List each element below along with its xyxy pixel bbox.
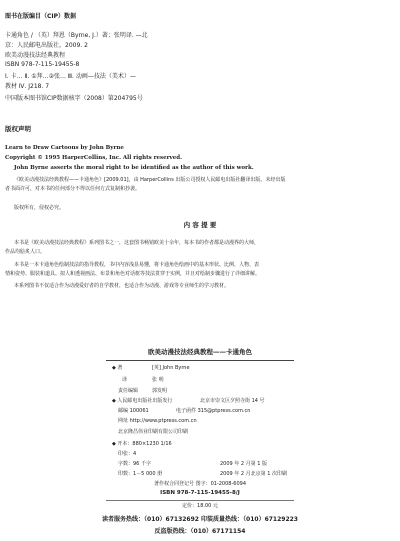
colophon-rule-bottom xyxy=(106,500,294,501)
print-run: 印数：1－5 000 册 xyxy=(118,471,163,477)
anti-piracy-hotline: 反盗版热线：（010）67171154 xyxy=(154,528,246,535)
cip-heading: 图书在版编目（CIP）数据 xyxy=(5,13,77,20)
price: 定价：18.00 元 xyxy=(182,503,218,509)
original-title: Learn to Draw Cartoons by John Byrne xyxy=(5,145,124,151)
summary-p2-line-1: 本书是一本卡通角色绘制技法的指导教程，书中内容浅显易懂，将卡通角色绘画中的基本形状、比例、人物、表 xyxy=(14,262,260,268)
impression: 2009 年 2 月北京第 1 次印刷 xyxy=(220,471,288,477)
summary-p1-line-2: 作品均脍炙人口。 xyxy=(5,249,46,255)
summary-heading: 内 容 提 要 xyxy=(183,221,217,229)
printed-sheets: 印张：4 xyxy=(118,451,137,457)
rights-reserved: 版权所有，侵权必究。 xyxy=(14,205,65,211)
license-text-line-1: 《欧美动漫技法经典教程——卡通角色》[2009.01]，由 HarperCollins 出版公司授权人民邮电出版社翻译出版。未经出版 xyxy=(14,177,286,183)
printer: 北京隆昌伟业印刷有限公司印刷 xyxy=(118,429,189,435)
cip-line-7: 中国版本图书馆CIP数据核字（2008）第204795号 xyxy=(5,95,143,102)
editor-label: 责任编辑 xyxy=(118,388,139,394)
email: 电子函件 315@ptpress.com.cn xyxy=(176,408,251,414)
summary-p2-line-2: 情和姿势、服装和道具、拟人和透视画法、布景和角色对话框等技法贯穿于实例，并且对绘制步骤进行了详细讲解。 xyxy=(5,271,261,277)
postcode: 邮编 100061 xyxy=(118,408,149,414)
edition: 2009 年 2 月第 1 版 xyxy=(220,461,268,467)
cip-line-6: 教材 Ⅳ. J218. 7 xyxy=(5,83,50,90)
moral-rights-line: John Byrne asserts the moral right to be identified as the author of this work. xyxy=(14,165,254,171)
publisher-address: 北京市崇文区夕照寺街 14 号 xyxy=(200,398,265,404)
license-text-line-2: 者书面许可，对本书的任何部分不得以任何方式复制和抄袭。 xyxy=(5,186,141,192)
cip-line-2: 京：人民邮电出版社，2009. 2 xyxy=(5,42,88,49)
editor-name: 郭发明 xyxy=(152,388,168,394)
colophon-rule-top xyxy=(106,360,294,361)
service-hotlines: 读者服务热线：（010）67132692 印装质量热线：（010）67129223 xyxy=(102,516,298,523)
colophon-title: 欧美动漫技法经典教程——卡通角色 xyxy=(148,348,252,356)
translator-label: 译 xyxy=(122,377,128,383)
cip-line-3: 欧美动漫技法经典教程 xyxy=(5,52,66,59)
translator-name: 张 明 xyxy=(152,377,164,383)
word-count: 字数：96 千字 xyxy=(118,461,151,467)
isbn: ISBN 978-7-115-19455-8/J xyxy=(160,490,240,496)
author-label: ◆ 著 xyxy=(112,365,123,371)
cip-line-4: ISBN 978-7-115-19455-8 xyxy=(5,61,80,68)
cip-line-1: 卡通角色 / （英）拜恩（Byrne, J.）著；张明译. —北 xyxy=(5,32,148,39)
summary-p1-line-1: 本书是《欧美动漫技法经典教程》系列图书之一，这套图书畅销欧美十余年，每本书的作者都是动漫界的大师， xyxy=(14,240,260,246)
website: 网址 http://www.ptpress.com.cn xyxy=(118,418,197,424)
cip-line-5: Ⅰ. 卡… Ⅱ. ①拜…②张… Ⅲ. 动画—技法（美术）— xyxy=(5,73,136,80)
book-format: ◆ 开本：880×1230 1/16 xyxy=(112,441,172,447)
copyright-line: Copyright © 1995 HarperCollins, Inc. All rights reserved. xyxy=(5,155,182,161)
publisher: ◆ 人民邮电出版社出版发行 xyxy=(112,398,173,404)
author-name: [英] John Byrne xyxy=(152,365,190,371)
copyright-heading: 版权声明 xyxy=(5,125,31,133)
copyright-registration: 著作权合同登记号 图字：01-2008-6094 xyxy=(153,481,246,487)
summary-p3-line-1: 本系列图书不仅适合作为动漫爱好者的自学教材，也适合作为动漫、游戏等专业师生的学习教材。 xyxy=(14,283,230,289)
